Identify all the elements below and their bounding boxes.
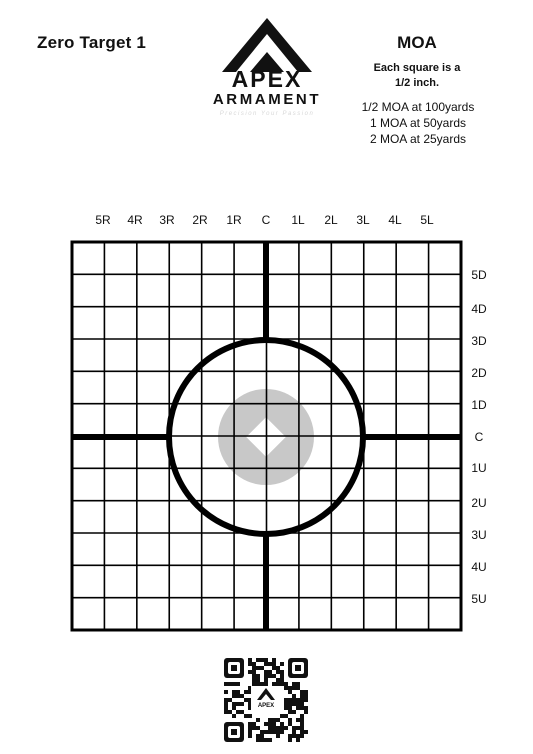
moa-title: MOA bbox=[397, 33, 437, 52]
row-label: 5U bbox=[471, 592, 487, 606]
column-label: 3R bbox=[159, 213, 175, 227]
brand-name-line2: ARMAMENT bbox=[212, 91, 322, 108]
row-label: 1U bbox=[471, 461, 487, 475]
column-label: 5L bbox=[420, 213, 434, 227]
column-label: 2R bbox=[192, 213, 208, 227]
column-label: 3L bbox=[356, 213, 370, 227]
column-label: C bbox=[261, 213, 271, 227]
moa-distance-item: 1/2 MOA at 100yards bbox=[361, 100, 475, 114]
column-label: 5R bbox=[95, 213, 111, 227]
moa-description-line1: Each square is a bbox=[373, 62, 461, 74]
column-label: 4R bbox=[127, 213, 143, 227]
column-label: 4L bbox=[388, 213, 402, 227]
row-label: C bbox=[474, 430, 484, 444]
column-label: 2L bbox=[324, 213, 338, 227]
row-label: 3U bbox=[471, 528, 487, 542]
qr-brand-text: APEX bbox=[257, 703, 275, 709]
moa-distance-item: 2 MOA at 25yards bbox=[369, 132, 467, 146]
moa-description-line2: 1/2 inch. bbox=[394, 77, 440, 89]
brand-tagline: Precision Your Passion bbox=[219, 111, 315, 117]
row-label: 2D bbox=[471, 366, 487, 380]
column-label: 1R bbox=[226, 213, 242, 227]
column-label: 1L bbox=[291, 213, 305, 227]
row-label: 3D bbox=[471, 334, 487, 348]
page-title: Zero Target 1 bbox=[37, 33, 147, 52]
row-label: 1D bbox=[471, 398, 487, 412]
qr-code-icon[interactable] bbox=[224, 658, 308, 742]
row-label: 4D bbox=[471, 302, 487, 316]
row-label: 2U bbox=[471, 496, 487, 510]
row-label: 4U bbox=[471, 560, 487, 574]
moa-distance-item: 1 MOA at 50yards bbox=[369, 116, 467, 130]
brand-name-line1: APEX bbox=[231, 66, 303, 92]
row-label: 5D bbox=[471, 268, 487, 282]
